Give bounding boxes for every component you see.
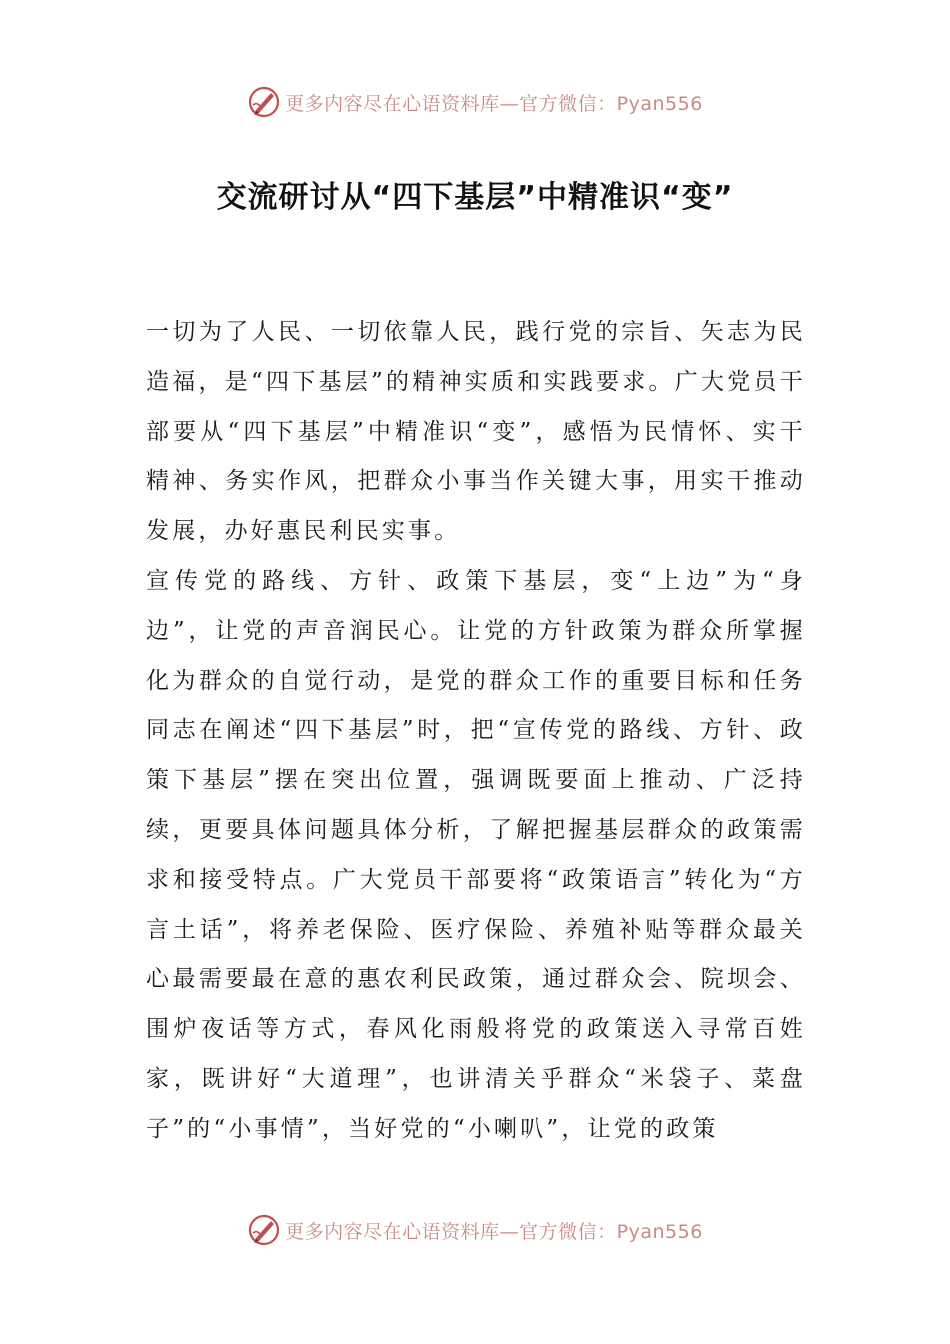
pen-circle-logo-icon — [247, 85, 281, 119]
header-watermark — [0, 80, 950, 124]
pen-circle-logo-icon — [247, 1213, 281, 1247]
document-body — [146, 308, 806, 1155]
paragraph: 宣传党的路线、方针、政策下基层，变“上边”为“身边”，让党的声音润民心。让党的方针政策为群众所掌握化为群众的自觉行动，是党的群众工作的重要目标和任务同志在阐述“四下基层”时，把“宣传党的路线、方针、政策下基层”摆在突出位置，强调既要面上推动、广泛持续，更要具体问题具体分析，了解把握基层群众的政策需求和接受特点。广大党员干部要将“政策语言”转化为“方言土话”，将养老保险、医疗保险、养殖补贴等群众最关心最需要最在意的惠农利民政策，通过群众会、院坝会、围炉夜话等方式，春风化雨般将党的政策送入寻常百姓家，既讲好“大道理”，也讲清关乎群众“米袋子、菜盘子”的“小事情”，当好党的“小喇叭”，让党的政策 — [146, 567, 806, 1142]
watermark-text: 更多内容尽在心语资料库—官方微信：Pyan556 — [285, 1220, 703, 1243]
watermark-account: Pyan556 — [616, 1220, 703, 1243]
paragraph: 一切为了人民、一切依靠人民，践行党的宗旨、矢志为民造福，是“四下基层”的精神实质和实践要求。广大党员干部要从“四下基层”中精准识“变”，感悟为民情怀、实干精神、务实作风，把群众小事当作关键大事，用实干推动发展，办好惠民利民实事。 — [146, 319, 806, 545]
watermark-account: Pyan556 — [616, 92, 703, 115]
document-title: 交流研讨从“四下基层”中精准识“变” — [216, 180, 734, 215]
footer-watermark — [0, 1208, 950, 1252]
watermark-text: 更多内容尽在心语资料库—官方微信：Pyan556 — [285, 92, 703, 115]
